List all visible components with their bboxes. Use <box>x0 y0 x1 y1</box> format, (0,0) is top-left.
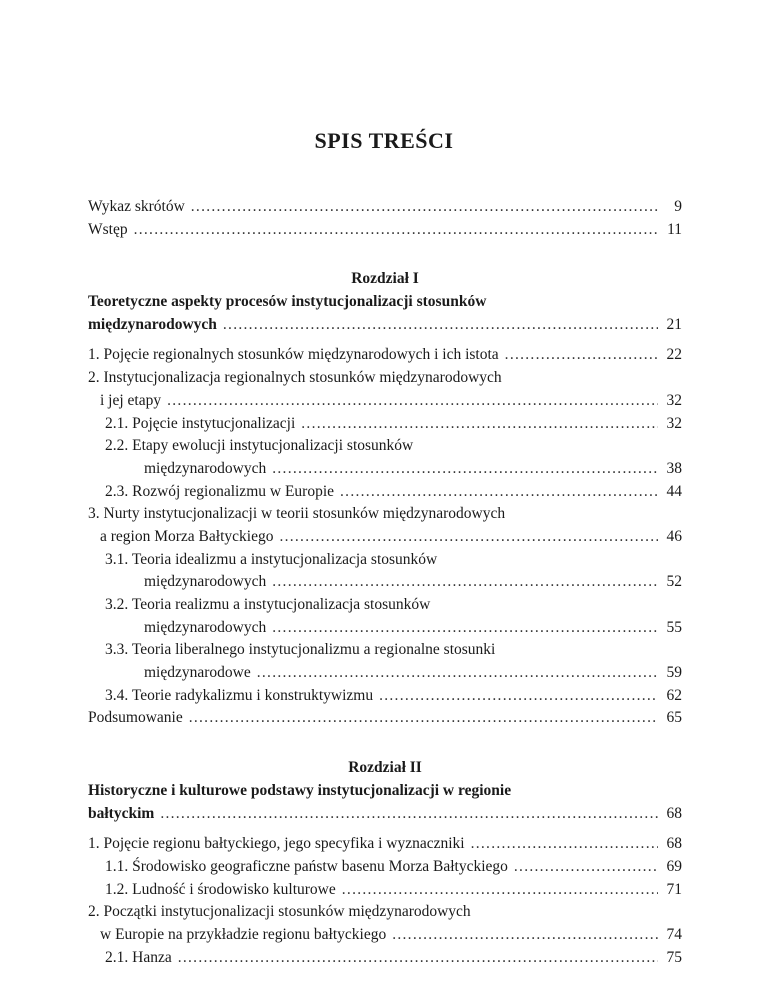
dot-leader <box>178 947 658 970</box>
toc-page-number: 62 <box>666 686 682 704</box>
toc-page-number: 22 <box>666 346 682 364</box>
toc-page-number: 44 <box>666 482 682 500</box>
toc-page-number: 11 <box>667 220 682 238</box>
dot-leader <box>272 617 658 640</box>
toc-entry[interactable]: 2. Instytucjonalizacja regionalnych stosunków międzynarodowych <box>88 369 502 387</box>
toc-subentry[interactable]: 3.1. Teoria idealizmu a instytucjonalizacja stosunków <box>105 550 438 568</box>
toc-entry-text: Podsumowanie <box>88 709 183 727</box>
toc-entry[interactable] <box>88 344 682 367</box>
toc-page-number: 69 <box>666 857 682 875</box>
chapter-1-title[interactable]: Teoretyczne aspekty procesów instytucjonalizacji stosunków <box>88 293 487 311</box>
toc-entry-summary[interactable] <box>88 707 682 730</box>
toc-entry-text: 3.4. Teorie radykalizmu i konstruktywizmu <box>105 686 374 704</box>
dot-leader <box>257 662 658 685</box>
dot-leader <box>279 526 658 549</box>
toc-subentry-cont[interactable] <box>88 571 682 594</box>
toc-subentry[interactable] <box>88 481 682 504</box>
dot-leader <box>514 856 658 879</box>
toc-entry-text: 2.1. Pojęcie instytucjonalizacji <box>105 414 296 432</box>
toc-subentry[interactable]: 2.2. Etapy ewolucji instytucjonalizacji stosunków <box>105 437 414 455</box>
toc-page-number: 38 <box>666 459 682 477</box>
dot-leader <box>379 685 658 708</box>
toc-entry-text: 1.2. Ludność i środowisko kulturowe <box>105 880 336 898</box>
dot-leader <box>342 879 658 902</box>
toc-entry-text: a region Morza Bałtyckiego <box>100 527 274 545</box>
chapter-1-heading: Rozdział I <box>351 270 419 288</box>
toc-entry-text: bałtyckim <box>88 804 155 822</box>
toc-page-number: 74 <box>666 925 682 943</box>
chapter-2-heading: Rozdział II <box>348 759 422 777</box>
toc-entry-text: międzynarodowych <box>144 573 267 591</box>
dot-leader <box>272 571 658 594</box>
toc-entry-text: międzynarodowe <box>144 664 251 682</box>
table-of-contents <box>88 196 682 969</box>
toc-subentry[interactable]: 3.3. Teoria liberalnego instytucjonalizmu a regionalne stosunki <box>105 641 496 659</box>
toc-entry-text: i jej etapy <box>100 391 162 409</box>
page-title: SPIS TREŚCI <box>314 128 454 153</box>
toc-page-number: 32 <box>666 414 682 432</box>
toc-entry-text: 1. Pojęcie regionalnych stosunków międzynarodowych i ich istota <box>88 346 499 364</box>
toc-entry-text: 1.1. Środowisko geograficzne państw basenu Morza Bałtyckiego <box>105 857 508 875</box>
toc-subentry[interactable] <box>88 947 682 970</box>
dot-leader <box>223 314 658 337</box>
toc-entry-text: 1. Pojęcie regionu bałtyckiego, jego specyfika i wyznaczniki <box>88 835 465 853</box>
toc-entry-text: w Europie na przykładzie regionu bałtyckiego <box>100 925 387 943</box>
toc-page-number: 65 <box>666 709 682 727</box>
dot-leader <box>189 707 658 730</box>
toc-page-number: 68 <box>666 835 682 853</box>
dot-leader <box>340 481 658 504</box>
dot-leader <box>134 219 658 242</box>
toc-entry-text: Wykaz skrótów <box>88 198 185 215</box>
dot-leader <box>392 924 658 947</box>
toc-entry-cont[interactable] <box>88 526 682 549</box>
toc-entry-text: międzynarodowych <box>144 618 267 636</box>
toc-entry-cont[interactable] <box>88 390 682 413</box>
toc-entry-introduction[interactable] <box>88 219 682 242</box>
toc-subentry[interactable] <box>88 856 682 879</box>
toc-subentry[interactable] <box>88 413 682 436</box>
chapter-1-title-cont[interactable] <box>88 314 682 337</box>
toc-entry-text: 2.3. Rozwój regionalizmu w Europie <box>105 482 335 500</box>
toc-entry[interactable] <box>88 833 682 856</box>
dot-leader <box>272 458 658 481</box>
toc-page-number: 46 <box>666 527 682 545</box>
dot-leader <box>471 833 658 856</box>
toc-subentry[interactable]: 3.2. Teoria realizmu a instytucjonalizacja stosunków <box>105 596 431 613</box>
toc-entry-text: międzynarodowych <box>88 315 217 333</box>
toc-subentry-cont[interactable] <box>88 617 682 640</box>
toc-page-number: 21 <box>666 315 682 333</box>
toc-page-number: 32 <box>666 391 682 409</box>
dot-leader <box>505 344 658 367</box>
toc-page-number: 59 <box>666 664 682 682</box>
dot-leader <box>167 390 658 413</box>
toc-entry-text: międzynarodowych <box>144 459 267 477</box>
dot-leader <box>160 803 658 826</box>
chapter-2-title-cont[interactable] <box>88 803 682 826</box>
toc-page-number: 71 <box>666 880 682 898</box>
chapter-2-title[interactable]: Historyczne i kulturowe podstawy instytucjonalizacji w regionie <box>88 781 512 799</box>
toc-subentry[interactable] <box>88 879 682 902</box>
toc-page-number: 75 <box>666 948 682 966</box>
toc-page-number: 9 <box>674 198 682 215</box>
toc-entry-abbreviations[interactable] <box>88 196 682 219</box>
toc-page-number: 55 <box>666 618 682 636</box>
toc-entry-text: 2.1. Hanza <box>105 948 172 966</box>
toc-entry[interactable]: 2. Początki instytucjonalizacji stosunków międzynarodowych <box>88 903 471 921</box>
toc-page-number: 68 <box>666 804 682 822</box>
toc-entry-text: Wstęp <box>88 220 128 238</box>
toc-entry[interactable]: 3. Nurty instytucjonalizacji w teorii stosunków międzynarodowych <box>88 505 506 523</box>
toc-subentry-cont[interactable] <box>88 458 682 481</box>
dot-leader <box>191 196 658 219</box>
dot-leader <box>301 413 658 436</box>
toc-entry-cont[interactable] <box>88 924 682 947</box>
toc-page-number: 52 <box>666 573 682 591</box>
toc-subentry-cont[interactable] <box>88 662 682 685</box>
toc-subentry[interactable] <box>88 685 682 708</box>
